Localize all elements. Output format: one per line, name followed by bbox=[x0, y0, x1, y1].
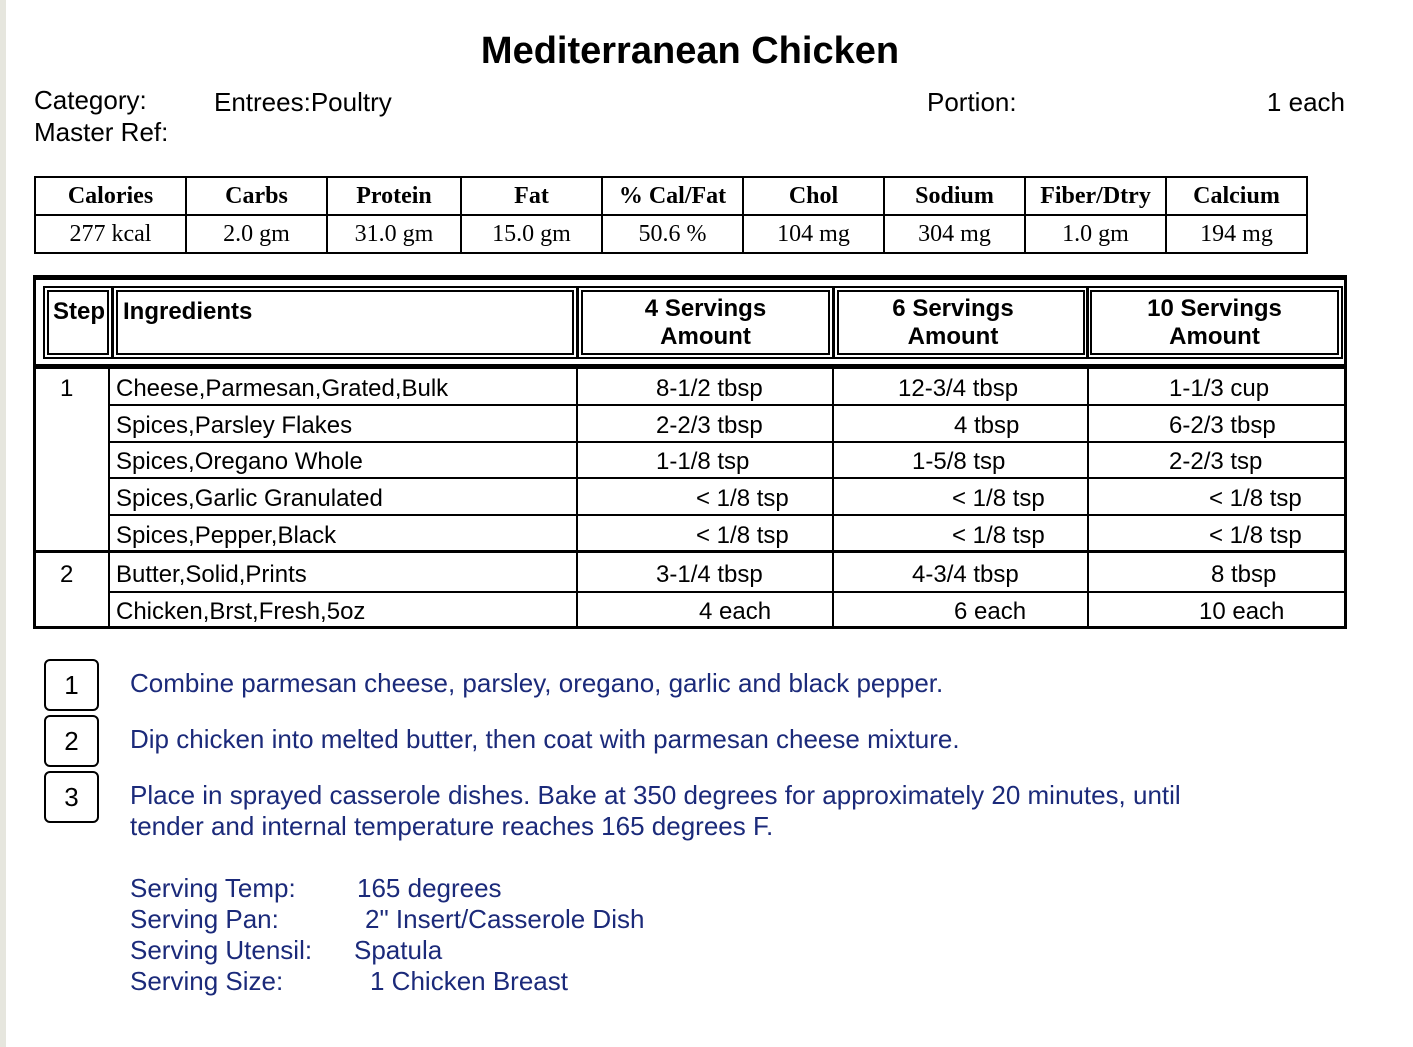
nutrition-header: Carbs bbox=[186, 177, 327, 215]
category-value: Entrees:Poultry bbox=[214, 87, 392, 117]
nutrition-value: 104 mg bbox=[743, 215, 884, 253]
nutrition-value: 194 mg bbox=[1166, 215, 1307, 253]
ingredient-name: Spices,Pepper,Black bbox=[116, 522, 337, 549]
portion-label: Portion: bbox=[927, 87, 1017, 117]
direction-step-3-text-line2: tender and internal temperature reaches 165 degrees F. bbox=[130, 811, 774, 841]
grid-line bbox=[108, 477, 1344, 479]
ingredient-name: Chicken,Brst,Fresh,5oz bbox=[116, 598, 366, 625]
servings-6-header-box bbox=[833, 286, 1089, 359]
grid-line bbox=[832, 369, 834, 629]
step-separator bbox=[36, 550, 1344, 553]
grid-line bbox=[576, 369, 578, 629]
nutrition-value: 31.0 gm bbox=[327, 215, 461, 253]
amount-4: 4 each bbox=[699, 598, 772, 625]
master-ref-label: Master Ref: bbox=[34, 117, 169, 147]
ingredient-name: Spices,Parsley Flakes bbox=[116, 412, 353, 439]
step-number: 1 bbox=[60, 375, 74, 402]
category-label: Category: bbox=[34, 85, 147, 115]
nutrition-header: Calories bbox=[35, 177, 186, 215]
servings-4-header: 4 Servings bbox=[644, 295, 767, 322]
serving-utensil-label: Serving Utensil: bbox=[130, 935, 313, 965]
step-header-box bbox=[43, 286, 113, 359]
amount-10: 8 tbsp bbox=[1211, 561, 1277, 588]
serving-size-value: 1 Chicken Breast bbox=[370, 966, 568, 996]
nutrition-header-row bbox=[35, 177, 1307, 215]
direction-step-1-box: 1 bbox=[44, 659, 99, 711]
ingredient-name: Cheese,Parmesan,Grated,Bulk bbox=[116, 375, 449, 402]
serving-temp-label: Serving Temp: bbox=[130, 873, 296, 903]
servings-10-header: 10 Servings bbox=[1147, 295, 1282, 322]
ingredient-name: Spices,Oregano Whole bbox=[116, 448, 363, 475]
serving-utensil-value: Spatula bbox=[354, 935, 443, 965]
ingredients-header: Ingredients bbox=[123, 298, 253, 325]
ingredients-table bbox=[33, 275, 1347, 629]
servings-10-header-box bbox=[1086, 286, 1343, 359]
amount-10: 1-1/3 cup bbox=[1169, 375, 1270, 402]
amount-10: 10 each bbox=[1199, 598, 1285, 625]
amount-4: 2-2/3 tbsp bbox=[656, 412, 763, 439]
amount-4: 8-1/2 tbsp bbox=[656, 375, 763, 402]
nutrition-value: 50.6 % bbox=[602, 215, 743, 253]
nutrition-header: Calcium bbox=[1166, 177, 1307, 215]
step-number: 2 bbox=[60, 561, 74, 588]
recipe-title: Mediterranean Chicken bbox=[480, 30, 900, 72]
amount-6: 4-3/4 tbsp bbox=[912, 561, 1019, 588]
nutrition-header: Sodium bbox=[884, 177, 1025, 215]
nutrition-header: % Cal/Fat bbox=[602, 177, 743, 215]
serving-pan-value: 2" Insert/Casserole Dish bbox=[365, 904, 645, 934]
amount-4: < 1/8 tsp bbox=[696, 485, 789, 512]
amount-4: < 1/8 tsp bbox=[696, 522, 789, 549]
servings-10-amount-header: Amount bbox=[1169, 323, 1260, 350]
nutrition-header: Fiber/Dtry bbox=[1025, 177, 1166, 215]
direction-step-3-text-line1: Place in sprayed casserole dishes. Bake at 350 degrees for approximately 20 minutes, until bbox=[130, 780, 1181, 810]
amount-6: 1-5/8 tsp bbox=[912, 448, 1006, 475]
grid-line bbox=[108, 591, 1344, 593]
amount-6: < 1/8 tsp bbox=[952, 485, 1045, 512]
header-separator bbox=[36, 364, 1344, 369]
nutrition-value: 304 mg bbox=[884, 215, 1025, 253]
portion-value: 1 each bbox=[1266, 87, 1345, 117]
servings-4-header-box bbox=[577, 286, 834, 359]
grid-line bbox=[108, 441, 1344, 443]
serving-temp-value: 165 degrees bbox=[357, 873, 502, 903]
servings-4-amount-header: Amount bbox=[660, 323, 751, 350]
nutrition-value: 277 kcal bbox=[35, 215, 186, 253]
direction-step-2-box: 2 bbox=[44, 715, 99, 767]
grid-line bbox=[108, 514, 1344, 516]
amount-6: 6 each bbox=[954, 598, 1027, 625]
serving-pan-label: Serving Pan: bbox=[130, 904, 279, 934]
nutrition-value: 1.0 gm bbox=[1025, 215, 1166, 253]
direction-step-1-text: Combine parmesan cheese, parsley, oregano, garlic and black pepper. bbox=[130, 668, 944, 698]
amount-4: 1-1/8 tsp bbox=[656, 448, 750, 475]
ingredient-name: Spices,Garlic Granulated bbox=[116, 485, 383, 512]
nutrition-header: Fat bbox=[461, 177, 602, 215]
nutrition-table bbox=[34, 176, 1308, 254]
ingredient-name: Butter,Solid,Prints bbox=[116, 561, 307, 588]
nutrition-value-row bbox=[35, 215, 1307, 253]
amount-6: 4 tbsp bbox=[954, 412, 1020, 439]
servings-6-header: 6 Servings bbox=[892, 295, 1014, 322]
amount-6: 12-3/4 tbsp bbox=[898, 375, 1019, 402]
amount-10: 2-2/3 tsp bbox=[1169, 448, 1263, 475]
ingredients-header-box bbox=[112, 286, 578, 359]
grid-line bbox=[108, 369, 110, 629]
direction-step-2-text: Dip chicken into melted butter, then coat with parmesan cheese mixture. bbox=[130, 724, 960, 754]
amount-10: < 1/8 tsp bbox=[1209, 485, 1302, 512]
servings-6-amount-header: Amount bbox=[907, 323, 999, 350]
nutrition-header: Protein bbox=[327, 177, 461, 215]
step-header: Step bbox=[53, 298, 106, 325]
nutrition-value: 15.0 gm bbox=[461, 215, 602, 253]
serving-size-label: Serving Size: bbox=[130, 966, 284, 996]
grid-line bbox=[1087, 369, 1089, 629]
amount-10: 6-2/3 tbsp bbox=[1169, 412, 1276, 439]
amount-6: < 1/8 tsp bbox=[952, 522, 1045, 549]
grid-line bbox=[108, 404, 1344, 406]
amount-10: < 1/8 tsp bbox=[1209, 522, 1302, 549]
direction-step-3-box: 3 bbox=[44, 771, 99, 823]
amount-4: 3-1/4 tbsp bbox=[656, 561, 763, 588]
nutrition-value: 2.0 gm bbox=[186, 215, 327, 253]
nutrition-header: Chol bbox=[743, 177, 884, 215]
page-edge bbox=[0, 0, 6, 1047]
